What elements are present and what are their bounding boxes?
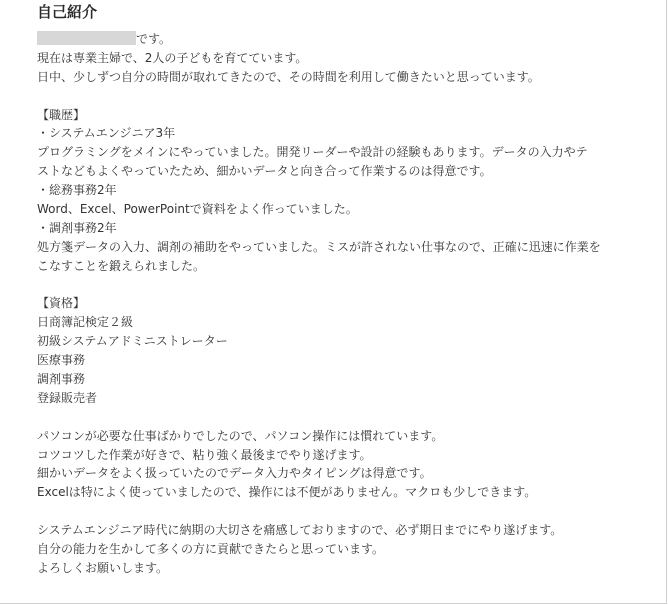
- redacted-name: [37, 31, 136, 45]
- career-job1-desc: ストなどもよくやっていたため、細かいデータと向き合って作業するのは得意です。: [37, 164, 492, 179]
- career-job2-title: ・総務事務2年: [37, 183, 117, 198]
- qualification-item: 登録販売者: [37, 390, 98, 405]
- skills-line: コツコツした作業が好きで、粘り強く最後までやり遂げます。: [37, 447, 372, 462]
- qualification-item: 日商簿記検定２級: [37, 315, 134, 330]
- intro-line-motivation: 日中、少しずつ自分の時間が取れてきたので、その時間を利用して働きたいと思っています。: [37, 69, 540, 84]
- career-job3-title: ・調剤事務2年: [37, 220, 117, 235]
- qualification-item: 調剤事務: [37, 372, 86, 387]
- intro-line-status: 現在は専業主婦で、2人の子どもを育てています。: [37, 50, 308, 65]
- closing-line: 自分の能力を生かして多くの方に貢献できたらと思っています。: [37, 542, 385, 557]
- page-title: 自己紹介: [37, 3, 98, 21]
- spacer: [37, 502, 662, 521]
- career-job2-desc: Word、Excel、PowerPointで資料をよく作っていました。: [37, 202, 358, 217]
- spacer: [37, 408, 662, 427]
- qualifications-heading: 【資格】: [37, 296, 86, 311]
- career-job1-title: ・システムエンジニア3年: [37, 126, 176, 141]
- qualification-item: 初級システムアドミニストレーター: [37, 334, 228, 349]
- spacer: [37, 276, 662, 295]
- closing-line: よろしくお願いします。: [37, 560, 169, 575]
- self-introduction-body: [37, 30, 662, 578]
- career-job3-desc: こなすことを鍛えられました。: [37, 258, 206, 273]
- spacer: [37, 87, 662, 106]
- qualification-item: 医療事務: [37, 353, 86, 368]
- intro-line-name: [37, 30, 662, 49]
- career-job3-desc: 処方箋データの入力、調剤の補助をやっていました。ミスが許されない仕事なので、正確に迅速に作業を: [37, 239, 601, 254]
- closing-line: システムエンジニア時代に納期の大切さを痛感しておりますので、必ず期日までにやり遂げます。: [37, 523, 563, 538]
- career-heading: 【職歴】: [37, 107, 86, 122]
- skills-line: 細かいデータをよく扱っていたのでデータ入力やタイピングは得意です。: [37, 466, 432, 481]
- skills-line: パソコンが必要な仕事ばかりでしたので、パソコン操作には慣れています。: [37, 428, 444, 443]
- skills-line: Excelは特によく使っていましたので、操作には不便がありません。マクロも少しできます。: [37, 485, 537, 500]
- career-job1-desc: プログラミングをメインにやっていました。開発リーダーや設計の経験もあります。データの入力やテ: [37, 145, 588, 160]
- intro-name-suffix: です。: [136, 32, 172, 46]
